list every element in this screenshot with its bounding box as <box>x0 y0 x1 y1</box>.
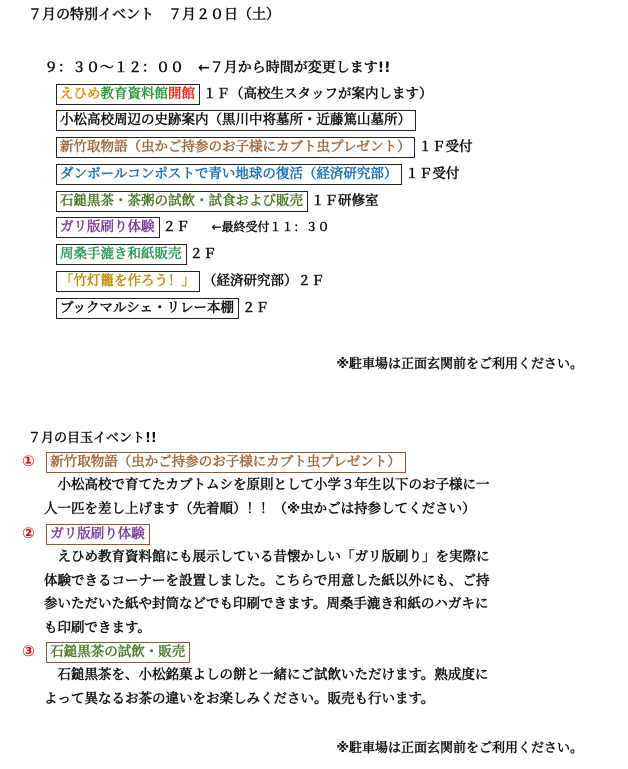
schedule-item-label: 周桑手漉き和紙販売 <box>60 246 182 262</box>
highlight-item-header <box>22 523 150 545</box>
schedule-item-label: 「竹灯籠を作ろう！」 <box>60 273 195 289</box>
schedule-item <box>56 83 433 105</box>
schedule-item-box <box>56 110 416 131</box>
schedule-item-location: １Ｆ研修室 <box>311 193 379 209</box>
schedule-item-label-part: えひめ <box>60 86 101 102</box>
highlight-label: 石鎚黒茶の試飲・販売 <box>50 644 186 660</box>
number-1-icon: ① <box>22 452 35 470</box>
event-title: ７月の特別イベント ７月２０日（土） <box>28 7 280 23</box>
schedule-item-location: ２Ｆ <box>162 219 190 235</box>
schedule-item <box>56 297 269 319</box>
schedule-item <box>56 136 472 158</box>
schedule-item-location: ２Ｆ <box>241 300 269 316</box>
parking-note: ※駐車場は正面玄関前をご利用ください。 <box>336 357 583 372</box>
highlight-description <box>44 664 579 711</box>
highlight-item-header <box>22 451 406 473</box>
schedule-item-location: １Ｆ受付 <box>405 166 460 182</box>
schedule-item-location: １Ｆ受付 <box>418 139 473 155</box>
description-line: も印刷できます。 <box>44 619 151 636</box>
schedule-item <box>56 270 325 292</box>
schedule-item-box <box>56 244 187 265</box>
schedule-item-label: 新竹取物語（虫かご持参のお子様にカブト虫プレゼント） <box>60 139 411 155</box>
highlight-label-box <box>46 524 150 545</box>
schedule-item-location: ２Ｆ <box>189 246 217 262</box>
schedule-item <box>56 109 416 131</box>
number-3-icon: ③ <box>22 642 35 660</box>
schedule-item-label: 小松高校周辺の史跡案内（黒川中将墓所・近藤篤山墓所） <box>60 112 411 128</box>
highlight-label-box <box>46 452 405 473</box>
schedule-item-label: ガリ版刷り体験 <box>60 219 155 235</box>
schedule-item-label: ダンボールコンポストで青い地球の復活（経済研究部） <box>60 166 398 182</box>
schedule-item-location: １Ｆ（高校生スタッフが案内します） <box>203 86 433 102</box>
description-line: えひめ教育資料館にも展示している昔懐かしい「ガリ版刷り」を実際に <box>44 549 490 565</box>
schedule-item-label-part: 開館 <box>168 86 195 102</box>
highlight-description <box>44 474 579 521</box>
schedule-item-label-part: 教育資料館 <box>100 86 168 102</box>
highlights-title: ７月の目玉イベント!! <box>28 431 157 446</box>
schedule-item <box>56 216 330 238</box>
description-line: 参いただいた紙や封筒などでも印刷できます。周桑手漉き和紙のハガキに <box>44 596 489 612</box>
schedule-item-note: ←最終受付１１：３０ <box>211 220 330 234</box>
description-line: 人一匹を差し上げます（先着順）！！（※虫かごは持参してください） <box>44 500 476 517</box>
description-line: 石鎚黒茶を、小松銘菓よしの餅と一緒にご試飲いただけます。熟成度に <box>44 667 489 683</box>
description-line: 体験できるコーナーを設置しました。こちらで用意した紙以外にも、ご持 <box>44 572 490 589</box>
highlight-label: ガリ版刷り体験 <box>50 526 145 542</box>
schedule-item-box <box>56 164 402 185</box>
event-time: ９：３０～１２：００ ←７月から時間が変更します!! <box>44 60 391 76</box>
schedule-item-box <box>56 84 200 105</box>
highlight-description <box>44 546 579 640</box>
schedule-item <box>56 190 379 212</box>
schedule-item-location: （経済研究部）２Ｆ <box>203 273 325 289</box>
schedule-item-box <box>56 298 239 319</box>
schedule-item-box <box>56 191 308 212</box>
schedule-item-label: 石鎚黒茶・茶粥の試飲・試食および販売 <box>60 193 303 209</box>
highlight-item-header <box>22 641 190 663</box>
schedule-item-label: ブックマルシェ・リレー本棚 <box>60 300 234 316</box>
parking-note: ※駐車場は正面玄関前をご利用ください。 <box>336 741 583 756</box>
description-line: 小松高校で育てたカブトムシを原則として小学３年生以下のお子様に一 <box>44 477 490 493</box>
highlight-label-box <box>46 642 190 663</box>
schedule-item <box>56 243 217 265</box>
schedule-item <box>56 163 459 185</box>
schedule-item-box <box>56 217 160 238</box>
schedule-item-box <box>56 271 200 292</box>
schedule-item-box <box>56 137 415 158</box>
description-line: よって異なるお茶の違いをお楽しみください。販売も行います。 <box>44 690 435 707</box>
highlight-label: 新竹取物語（虫かご持参のお子様にカブト虫プレゼント） <box>50 454 401 470</box>
number-2-icon: ② <box>22 524 35 542</box>
